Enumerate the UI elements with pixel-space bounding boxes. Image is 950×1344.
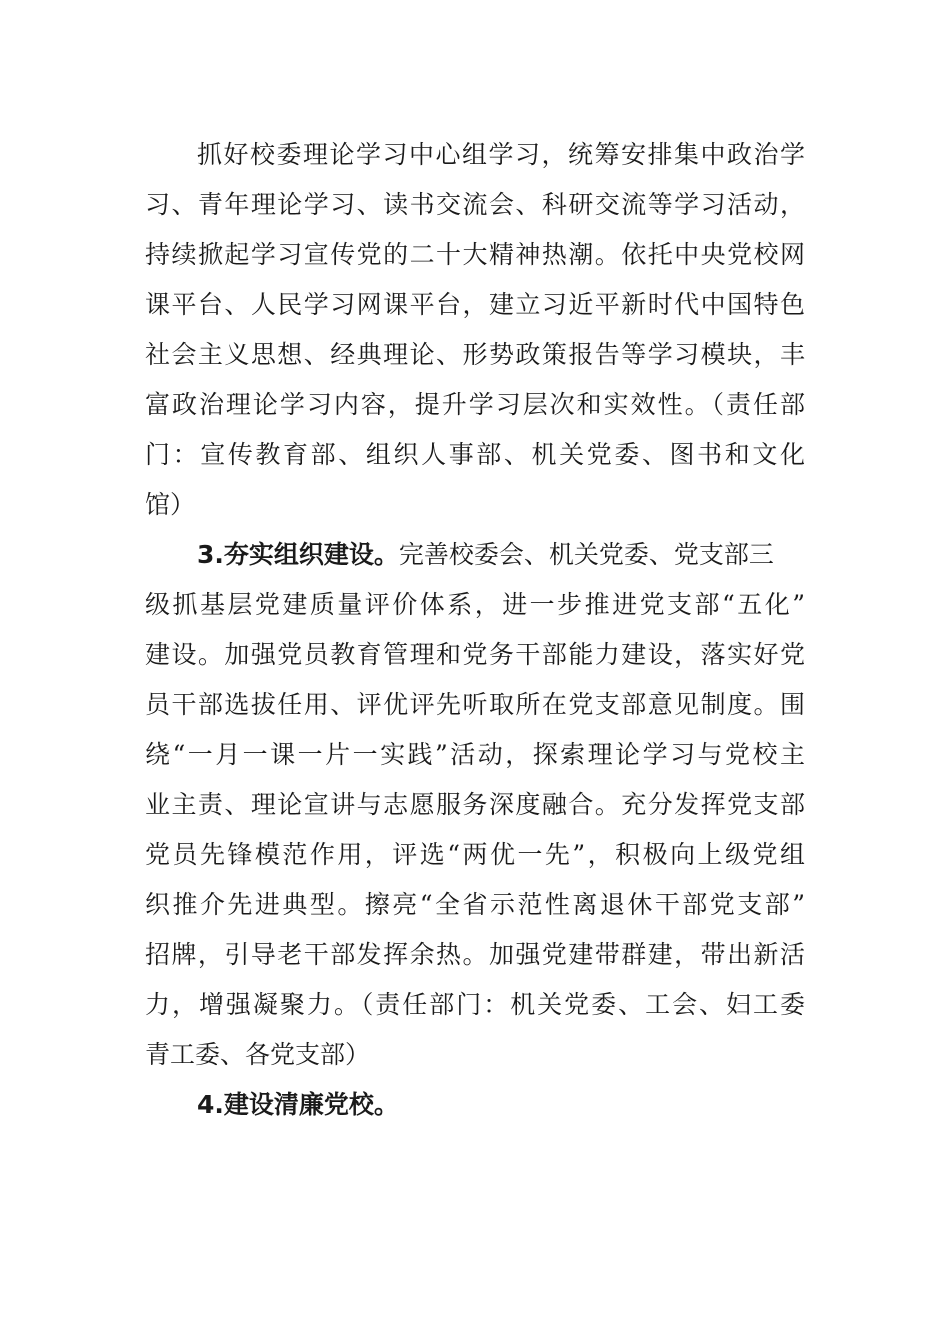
paragraph-line: 绕“一月一课一片一实践”活动，探索理论学习与党校主 — [145, 740, 805, 769]
paragraph-line: 级抓基层党建质量评价体系，进一步推进党支部“五化” — [145, 590, 805, 619]
paragraph-line: 青工委、各党支部） — [145, 1040, 371, 1069]
paragraph-line: 力，增强凝聚力。（责任部门：机关党委、工会、妇工委 — [145, 990, 805, 1019]
paragraph-line: 抓好校委理论学习中心组学习，统筹安排集中政治学 — [197, 140, 805, 169]
paragraph-line: 招牌，引导老干部发挥余热。加强党建带群建，带出新活 — [145, 940, 805, 969]
section-4-line — [197, 1085, 805, 1125]
section-4-heading: 4.建设清廉党校。 — [197, 1090, 399, 1119]
paragraph-line: 馆） — [145, 490, 196, 519]
paragraph-line: 习、青年理论学习、读书交流会、科研交流等学习活动， — [145, 190, 805, 219]
paragraph-line: 业主责、理论宣讲与志愿服务深度融合。充分发挥党支部 — [145, 790, 805, 819]
paragraph-line: 社会主义思想、经典理论、形势政策报告等学习模块，丰 — [145, 340, 805, 369]
section-3-heading: 3.夯实组织建设。 — [197, 540, 399, 569]
paragraph-line: 党员先锋模范作用，评选“两优一先”，积极向上级党组 — [145, 840, 805, 869]
section-3-first-line-text: 完善校委会、机关党委、党支部三 — [398, 540, 774, 569]
paragraph-line: 员干部选拔任用、评优评先听取所在党支部意见制度。围 — [145, 690, 805, 719]
paragraph-line: 持续掀起学习宣传党的二十大精神热潮。依托中央党校网 — [145, 240, 805, 269]
paragraph-line: 门：宣传教育部、组织人事部、机关党委、图书和文化 — [145, 440, 805, 469]
paragraph-line: 建设。加强党员教育管理和党务干部能力建设，落实好党 — [145, 640, 805, 669]
paragraph-line: 课平台、人民学习网课平台，建立习近平新时代中国特色 — [145, 290, 805, 319]
paragraph-line: 织推介先进典型。擦亮“全省示范性离退休干部党支部” — [145, 890, 805, 919]
section-3-first-line — [197, 535, 805, 575]
paragraph-line: 富政治理论学习内容，提升学习层次和实效性。（责任部 — [145, 390, 805, 419]
